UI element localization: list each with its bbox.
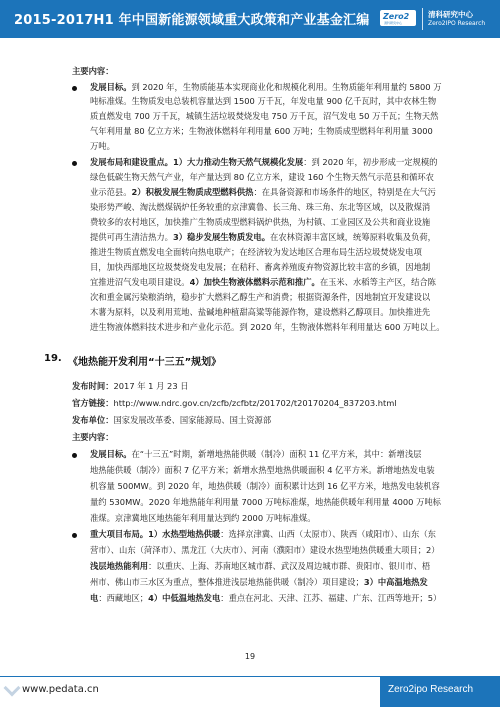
s18-main-content-label: 主要内容： <box>72 66 114 76</box>
s18-b2-line1: 发展布局和建设重点。1）大力推动生物天然气规模化发展：到 2020 年，初步形成一定规模的 <box>90 157 438 167</box>
s18-b1-line3: 质直燃发电 700 万千瓦，城镇生活垃圾焚烧发电 750 万千瓦，沼气发电 50 万千瓦；生物天然 <box>90 111 439 121</box>
s19-b1-line4: 量约 530MW。2020 年地热能年利用量 7000 万吨标准煤，地热能供暖年利用量 4000 万吨标 <box>90 497 441 507</box>
bullet-icon <box>72 86 77 91</box>
logo-badge-subtext: 清科研究中心 <box>384 21 403 25</box>
s18-b2-line2: 绿色低碳生物天然气产业，年产量达到 80 亿立方米，建设 160 个生物天然气示范县和循环农 <box>90 172 434 182</box>
section-number: 19. <box>44 353 62 364</box>
s19-main-content-label: 主要内容： <box>72 432 114 442</box>
corner-chevron-icon <box>4 680 21 697</box>
logo-badge-text: Zero2 <box>383 12 410 21</box>
s19-b2-line5: 电：西藏地区；4）中低温地热发电：重点在河北、天津、江苏、福建、广东、江西等地开；5） <box>90 593 442 603</box>
s19-b2-line4: 州市、佛山市三水区为重点，整体推进浅层地热能供暖（制冷）项目建设；3）中高温地热发 <box>90 577 428 587</box>
footer-brand-text: Zero2ipo Research <box>388 684 474 695</box>
s18-b2-line10: 次和重金属污染粮消纳，稳步扩大燃料乙醇生产和消费；根据资源条件，因地制宜开发建设以 <box>90 292 431 302</box>
page-number: 19 <box>244 652 256 661</box>
bullet-icon <box>72 533 77 538</box>
s18-b2-line7: 推进生物质直燃发电全面转向热电联产；在经济较为发达地区合理布局生活垃圾焚烧发电项 <box>90 247 422 257</box>
s19-b2-line3: 浅层地热能利用：以重庆、上海、苏南地区城市群、武汉及周边城市群、贵阳市、银川市、梧 <box>90 561 431 571</box>
s18-b2-line12: 进生物液体燃料技术进步和产业化示范。到 2020 年，生物液体燃料年利用量达 600 万吨以上。 <box>90 322 445 332</box>
issuer: 发布单位：国家发展改革委、国家能源局、国土资源部 <box>72 415 272 425</box>
s19-b2-line2: 营市）、山东（菏泽市）、黑龙江（大庆市）、河南（濮阳市）建设水热型地热供暖重大项目；2） <box>90 545 440 555</box>
s19-b2-line1: 重大项目布局。1）水热型地热供暖：选择京津冀、山西（太原市）、陕西（咸阳市）、山东（东 <box>90 529 436 539</box>
release-date: 发布时间：2017 年 1 月 23 日 <box>72 381 189 391</box>
bullet-icon <box>72 453 77 458</box>
s18-b2-line5: 费较多的农村地区，加快推广生物质成型燃料锅炉供热，为村镇、工业园区及公共和商业设施 <box>90 217 431 227</box>
s18-b1-line2: 吨标准煤。生物质发电总装机容量达到 1500 万千瓦，年发电量 900 亿千瓦时，其中农林生物 <box>90 96 437 106</box>
s18-b1-line1: 发展目标。到 2020 年，生物质能基本实现商业化和规模化利用。生物质能年利用量约 5800 万 <box>90 82 442 92</box>
zero2ipo-logo <box>380 4 492 34</box>
s18-b1-line4: 气年利用量 80 亿立方米；生物液体燃料年利用量 600 万吨；生物质成型燃料年利用量 3000 <box>90 126 433 136</box>
s18-b2-line3: 业示范县。2）积极发展生物质成型燃料供热：在具备资源和市场条件的地区，特别是在大气污 <box>90 187 436 197</box>
s18-b2-line6: 提供可再生清洁热力。3）稳步发展生物质发电。在农林资源丰富区域，统筹原料收集及负荷， <box>90 232 436 242</box>
s18-b2-line9: 宜推进沼气发电项目建设。4）加快生物液体燃料示范和推广。在玉米、水稻等主产区，结合陈 <box>90 277 436 287</box>
s18-b2-line8: 目，加快西部地区垃圾焚烧发电发展；在秸秆、畜禽养殖废弃物资源比较丰富的乡镇，因地制 <box>90 262 431 272</box>
s19-b1-line2: 地热能供暖（制冷）面积 7 亿平方米；新增水热型地热供暖面积 4 亿平方米。新增地热发电装 <box>90 465 435 475</box>
s19-b1-line1: 发展目标。在“十三五”时期，新增地热能供暖（制冷）面积 11 亿平方米，其中：新增浅层 <box>90 449 422 459</box>
header-bar <box>0 0 500 38</box>
logo-divider <box>422 8 423 30</box>
logo-badge <box>380 10 416 26</box>
s18-b1-line5: 万吨。 <box>90 141 115 151</box>
logo-chinese-name: 清科研究中心 <box>428 10 473 19</box>
footer-website[interactable]: www.pedata.cn <box>22 684 99 695</box>
document-title: 2015-2017H1 年中国新能源领域重大政策和产业基金汇编 <box>14 13 370 28</box>
bullet-icon <box>72 161 77 166</box>
official-link[interactable]: 官方链接：http://www.ndrc.gov.cn/zcfb/zcfbtz/201702/t20170204_837203.html <box>72 398 397 408</box>
logo-english-name: Zero2IPO Research <box>428 20 486 27</box>
s19-b1-line3: 机容量 500MW。到 2020 年，地热供暖（制冷）面积累计达到 16 亿平方米，地热发电装机容 <box>90 481 440 491</box>
section-title: 《地热能开发利用“十三五”规划》 <box>68 357 222 368</box>
s18-b2-line4: 染形势严峻、淘汰燃煤锅炉任务较重的京津冀鲁、长三角、珠三角、东北等区域，以及散煤消 <box>90 202 431 212</box>
s18-b2-line11: 木薯为原料，以及利用荒地、盐碱地种植甜高粱等能源作物，建设燃料乙醇项目。加快推进先 <box>90 307 431 317</box>
s19-b1-line5: 准煤。京津冀地区地热能年利用量达到约 2000 万吨标准煤。 <box>90 513 316 523</box>
